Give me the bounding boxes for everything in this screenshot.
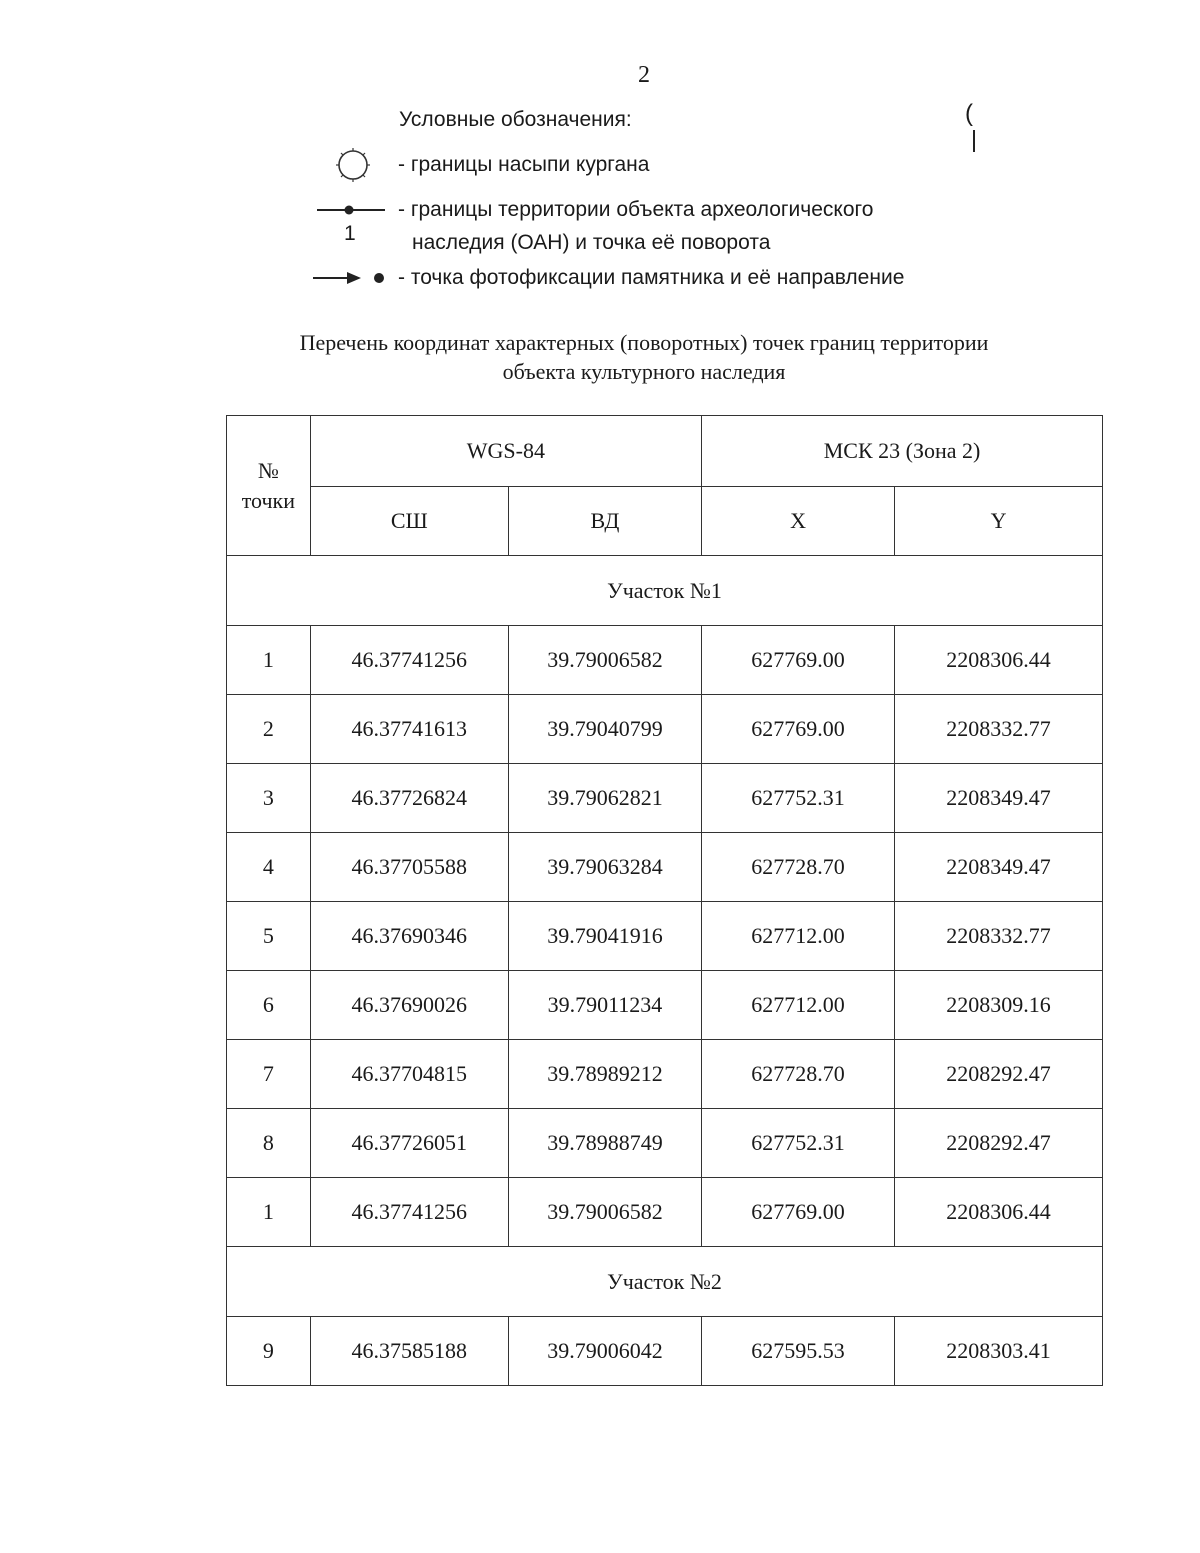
table-title-line1: Перечень координат характерных (поворотных) точек границ территории [299,330,989,355]
table-row [227,1040,1103,1109]
margin-mark: ( [965,100,973,127]
cell-longitude: 39.79041916 [508,902,701,971]
header-x: X [702,487,895,556]
legend-item-photo: - точка фотофиксации памятника и её направление [398,266,905,289]
section-row [227,556,1103,626]
cell-longitude: 39.79006582 [508,626,701,695]
table-row [227,971,1103,1040]
cell-latitude: 46.37690346 [310,902,508,971]
legend-item-boundary-line2: наследия (ОАН) и точка её поворота [412,231,771,254]
cell-longitude: 39.79063284 [508,833,701,902]
photo-point-arrow-icon [311,268,391,288]
cell-x: 627769.00 [702,695,895,764]
cell-point-number: 7 [227,1040,311,1109]
header-row [227,416,1103,487]
legend-point-label: 1 [344,222,356,245]
cell-y: 2208332.77 [895,695,1103,764]
cell-latitude: 46.37705588 [310,833,508,902]
table-title [0,328,1200,386]
legend-title: Условные обозначения: [399,108,632,131]
cell-longitude: 39.78989212 [508,1040,701,1109]
header-y: Y [895,487,1103,556]
table-row [227,1317,1103,1386]
cell-latitude: 46.37726824 [310,764,508,833]
legend-item-mound: - границы насыпи кургана [398,153,650,176]
table-row [227,1178,1103,1247]
cell-x: 627769.00 [702,626,895,695]
cell-point-number: 1 [227,1178,311,1247]
cell-point-number: 2 [227,695,311,764]
cell-y: 2208303.41 [895,1317,1103,1386]
cell-y: 2208292.47 [895,1109,1103,1178]
header-longitude: ВД [508,487,701,556]
cell-y: 2208349.47 [895,833,1103,902]
table-row [227,902,1103,971]
cell-y: 2208292.47 [895,1040,1103,1109]
cell-point-number: 4 [227,833,311,902]
table-row [227,764,1103,833]
header-wgs84: WGS-84 [310,416,701,487]
subheader-row [227,487,1103,556]
cell-longitude: 39.79006042 [508,1317,701,1386]
margin-bar-mark [971,128,977,154]
table-title-line2: объекта культурного наследия [502,359,786,384]
cell-point-number: 5 [227,902,311,971]
cell-y: 2208332.77 [895,902,1103,971]
cell-y: 2208349.47 [895,764,1103,833]
header-latitude: СШ [310,487,508,556]
cell-point-number: 8 [227,1109,311,1178]
cell-x: 627712.00 [702,971,895,1040]
cell-longitude: 39.79040799 [508,695,701,764]
cell-x: 627728.70 [702,833,895,902]
cell-x: 627752.31 [702,764,895,833]
section-title: Участок №2 [227,1247,1103,1317]
cell-point-number: 3 [227,764,311,833]
cell-latitude: 46.37585188 [310,1317,508,1386]
cell-longitude: 39.79011234 [508,971,701,1040]
cell-latitude: 46.37704815 [310,1040,508,1109]
cell-x: 627595.53 [702,1317,895,1386]
cell-longitude: 39.79006582 [508,1178,701,1247]
cell-latitude: 46.37741256 [310,1178,508,1247]
table-row [227,833,1103,902]
header-no-symbol: № [257,457,279,483]
boundary-line-point-icon [315,200,387,220]
cell-latitude: 46.37690026 [310,971,508,1040]
page-number: 2 [638,62,650,88]
cell-x: 627769.00 [702,1178,895,1247]
cell-longitude: 39.79062821 [508,764,701,833]
cell-latitude: 46.37726051 [310,1109,508,1178]
header-msk23: МСК 23 (Зона 2) [702,416,1103,487]
cell-y: 2208309.16 [895,971,1103,1040]
section-row [227,1247,1103,1317]
table-row [227,1109,1103,1178]
header-point-number [227,416,311,556]
legend-item-boundary-line1: - границы территории объекта археологического [398,198,874,221]
cell-x: 627712.00 [702,902,895,971]
table-row [227,695,1103,764]
cell-longitude: 39.78988749 [508,1109,701,1178]
cell-latitude: 46.37741613 [310,695,508,764]
cell-point-number: 6 [227,971,311,1040]
mound-circle-icon [333,146,373,184]
coordinates-table [226,415,1103,1386]
cell-point-number: 1 [227,626,311,695]
cell-x: 627728.70 [702,1040,895,1109]
cell-point-number: 9 [227,1317,311,1386]
cell-x: 627752.31 [702,1109,895,1178]
cell-y: 2208306.44 [895,626,1103,695]
cell-latitude: 46.37741256 [310,626,508,695]
table-row [227,626,1103,695]
header-no-word: точки [241,487,295,513]
section-title: Участок №1 [227,556,1103,626]
cell-y: 2208306.44 [895,1178,1103,1247]
